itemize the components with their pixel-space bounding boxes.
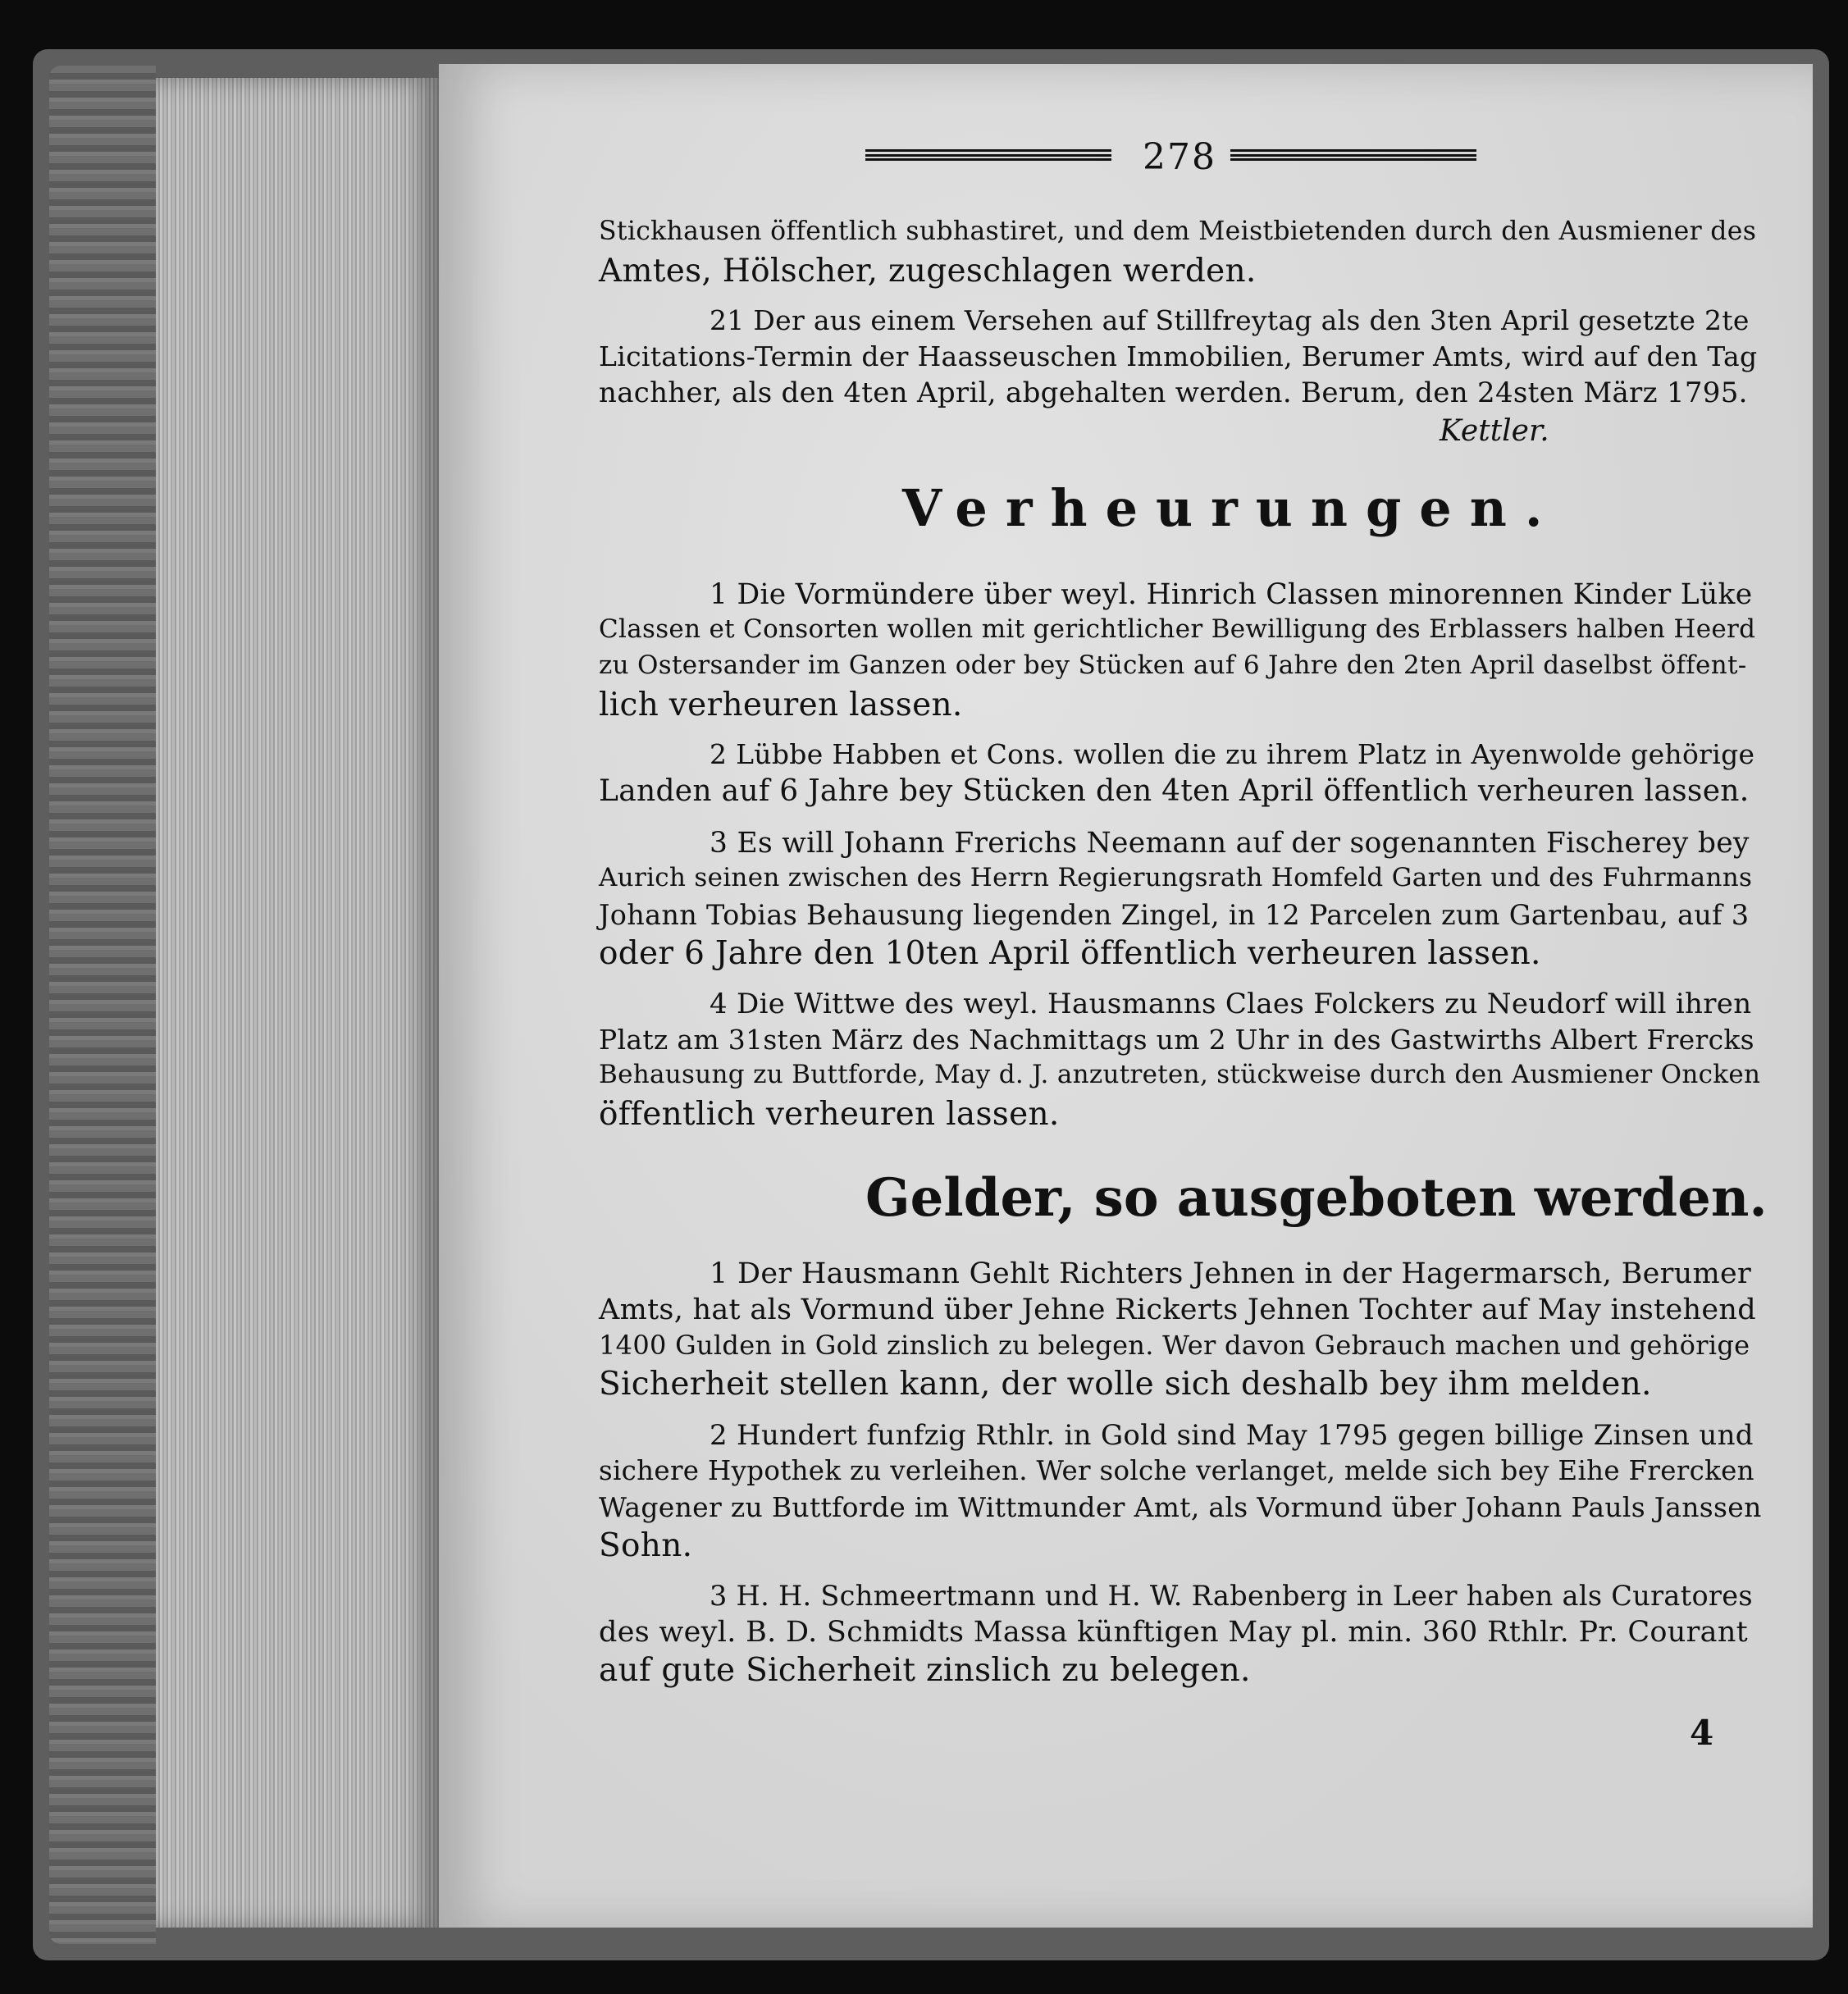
catchword: 4: [1690, 1713, 1714, 1753]
text-line: Amtes, Hölscher, zugeschlagen werden.: [599, 253, 1257, 290]
book-cover-edge: [49, 66, 156, 1944]
text-line: des weyl. B. D. Schmidts Massa künftigen May pl. min. 360 Rthlr. Pr. Courant: [599, 1616, 1749, 1649]
header-rule-left: [865, 149, 1111, 161]
text-line: Platz am 31sten März des Nachmittags um 2 Uhr in des Gastwirths Albert Frercks: [599, 1024, 1754, 1056]
text-line: 1 Die Vormündere über weyl. Hinrich Classen minorennen Kinder Lüke: [710, 578, 1753, 611]
text-line: zu Ostersander im Ganzen oder bey Stücken auf 6 Jahre den 2ten April daselbst öffent-: [599, 650, 1747, 680]
text-line: Licitations-Termin der Haasseuschen Immobilien, Berumer Amts, wird auf den Tag: [599, 340, 1758, 372]
signature: Kettler.: [1440, 414, 1549, 448]
page-block-edges: [156, 78, 439, 1928]
text-line: sichere Hypothek zu verleihen. Wer solche verlanget, melde sich bey Eihe Frercken: [599, 1455, 1754, 1486]
header-rule-right: [1230, 149, 1476, 161]
text-line: auf gute Sicherheit zinslich zu belegen.: [599, 1652, 1251, 1689]
page-number: 278: [1143, 136, 1216, 178]
text-line: oder 6 Jahre den 10ten April öffentlich verheuren lassen.: [599, 935, 1541, 972]
text-line: 3 Es will Johann Frerichs Neemann auf der sogenannten Fischerey bey: [710, 827, 1750, 860]
text-line: Behausung zu Buttforde, May d. J. anzutreten, stückweise durch den Ausmiener Oncken: [599, 1060, 1761, 1089]
section-heading: Gelder, so ausgeboten werden.: [865, 1167, 1768, 1229]
text-line: 1 Der Hausmann Gehlt Richters Jehnen in der Hagermarsch, Berumer: [710, 1257, 1752, 1290]
text-line: Wagener zu Buttforde im Wittmunder Amt, als Vormund über Johann Pauls Janssen: [599, 1491, 1762, 1523]
text-line: lich verheuren lassen.: [599, 687, 963, 723]
text-line: Amts, hat als Vormund über Jehne Rickerts Jehnen Tochter auf May instehend: [599, 1294, 1756, 1326]
text-line: öffentlich verheuren lassen.: [599, 1096, 1060, 1133]
text-line: Landen auf 6 Jahre bey Stücken den 4ten April öffentlich verheuren lassen.: [599, 774, 1750, 808]
text-line: Sohn.: [599, 1527, 693, 1564]
text-line: 2 Hundert funfzig Rthlr. in Gold sind May 1795 gegen billige Zinsen und: [710, 1419, 1754, 1452]
text-line: 21 Der aus einem Versehen auf Stillfreytag als den 3ten April gesetzte 2te: [710, 304, 1750, 336]
text-line: 4 Die Wittwe des weyl. Hausmanns Claes Folckers zu Neudorf will ihren: [710, 988, 1752, 1020]
text-line: Stickhausen öffentlich subhastiret, und dem Meistbietenden durch den Ausmiener des: [599, 217, 1757, 246]
text-line: 3 H. H. Schmeertmann und H. W. Rabenberg in Leer haben als Curatores: [710, 1580, 1753, 1612]
text-line: Sicherheit stellen kann, der wolle sich deshalb bey ihm melden.: [599, 1366, 1652, 1403]
section-heading: Verheurungen.: [902, 478, 1561, 538]
book-page: [439, 64, 1813, 1928]
text-line: Aurich seinen zwischen des Herrn Regierungsrath Homfeld Garten und des Fuhrmanns: [599, 863, 1753, 892]
text-line: 1400 Gulden in Gold zinslich zu belegen. Wer davon Gebrauch machen und gehörige: [599, 1330, 1750, 1361]
text-line: nachher, als den 4ten April, abgehalten werden. Berum, den 24sten März 1795.: [599, 376, 1748, 409]
text-line: 2 Lübbe Habben et Cons. wollen die zu ihrem Platz in Ayenwolde gehörige: [710, 738, 1755, 770]
text-line: Classen et Consorten wollen mit gerichtlicher Bewilligung des Erblassers halben Heerd: [599, 614, 1756, 644]
text-line: Johann Tobias Behausung liegenden Zingel, in 12 Parcelen zum Gartenbau, auf 3: [599, 899, 1750, 931]
